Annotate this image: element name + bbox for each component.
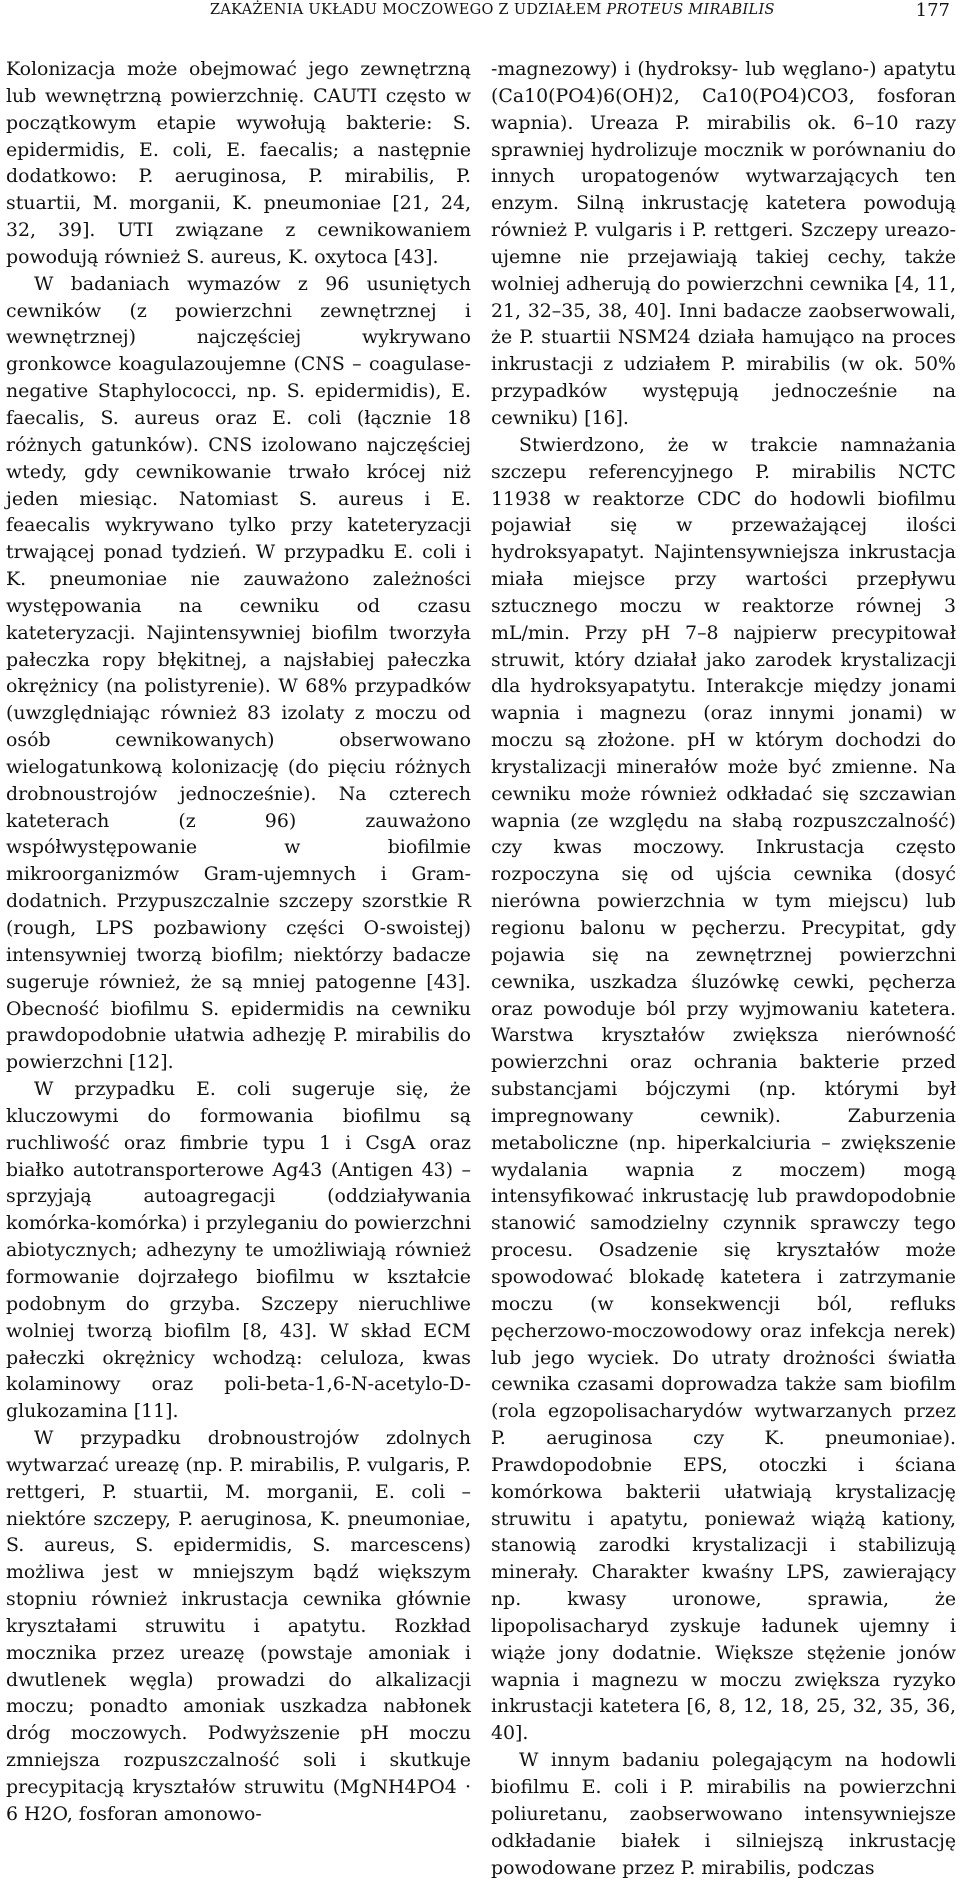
running-title — [210, 2, 775, 18]
paragraph: W innym badaniu polegającym na hodowli biofilmu E. coli i P. mirabilis na powierzchni poliuretanu, zaobserwowano intensywniejsze odkładanie białek i silniejszą inkrustację powodowane przez P. mirabilis, podczas — [491, 1749, 956, 1879]
page-number: 177 — [915, 0, 950, 21]
running-header — [0, 0, 960, 32]
running-title-italic: PROTEUS MIRABILIS — [606, 2, 775, 18]
paragraph: W badaniach wymazów z 96 usuniętych cewników (z powierzchni zewnętrznej i wewnętrznej) najczęściej wykrywano gronkowce koagulazoujemne (CNS – coagulase-negative Staphylococci, np. S. epidermidis), E. faecalis, S. aureus oraz E. coli (łącznie 18 różnych gatunków). CNS izolowano najczęściej wtedy, gdy cewnikowanie trwało krócej niż jeden miesiąc. Natomiast S. aureus i E. feaecalis wykrywano tylko przy kateteryzacji trwającej ponad tydzień. W przypadku E. coli i K. pneumoniae nie zauważono zależności występowania na cewniku od czasu kateteryzacji. Najintensywniej biofilm tworzyła pałeczka ropy błękitnej, a najsłabiej pałeczka okrężnicy (na polistyrenie). W 68% przypadków (uwzględniając również 83 izolaty z moczu od osób cewnikowanych) obserwowano wielogatunkową kolonizację (do pięciu różnych drobnoustrojów jednocześnie). Na czterech kateterach (z 96) zauważono współwystępowanie w biofilmie mikroorganizmów Gram-ujemnych i Gram-dodatnich. Przypuszczalnie szczepy szorstkie R (rough, LPS pozbawiony części O-swoistej) intensywniej tworzą biofilm; niektórzy badacze sugeruje również, że są mniej patogenne [43]. Obecność biofilmu S. epidermidis na cewniku prawdopodobnie ułatwia adhezję P. mirabilis do powierzchni [12]. — [6, 272, 471, 1074]
running-title-text: ZAKAŻENIA UKŁADU MOCZOWEGO Z UDZIAŁEM — [210, 2, 607, 18]
right-column — [491, 56, 956, 1881]
paragraph: -magnezowy) i (hydroksy- lub węglano-) apatytu (Ca10(PO4)6(OH)2, Ca10(PO4)CO3, fosforan wapnia). Ureaza P. mirabilis ok. 6–10 razy sprawniej hydrolizuje mocznik w porównaniu do innych uropatogenów wytwarzających ten enzym. Silną inkrustację katetera powodują również P. vulgaris i P. rettgeri. Szczepy ureazo-ujemne nie przejawiają takiej cechy, także wolniej adherują do powierzchni cewnika [4, 11, 21, 32–35, 38, 40]. Inni badacze zaobserwowali, że P. stuartii NSM24 działa hamująco na proces inkrustacji z udziałem P. mirabilis (w ok. 50% przypadków występują jednocześnie na cewniku) [16]. — [491, 58, 956, 429]
paragraph: Stwierdzono, że w trakcie namnażania szczepu referencyjnego P. mirabilis NCTC 11938 w reaktorze CDC do hodowli biofilmu pojawiał się w przeważającej ilości hydroksyapatyt. Najintensywniejsza inkrustacja miała miejsce przy wartości przepływu sztucznego moczu w reaktorze równej 3 mL/min. Przy pH 7–8 najpierw precypitował struwit, który działał jako zarodek krystalizacji dla hydroksyapatytu. Interakcje między jonami wapnia i magnezu (oraz innymi jonami) w moczu są złożone. pH w którym dochodzi do krystalizacji minerałów może być zmienne. Na cewniku może również odkładać się szczawian wapnia (ze względu na słabą rozpuszczalność) czy kwas moczowy. Inkrustacja często rozpoczyna się od ujścia cewnika (dosyć nierówna powierzchnia w tym miejscu) lub regionu balonu w pęcherzu. Precypitat, gdy pojawia się na zewnętrznej powierzchni cewnika, uszkadza śluzówkę cewki, pęcherza oraz powoduje ból przy wyjmowaniu katetera. Warstwa kryształów zwiększa nierówność powierzchni oraz ochrania bakterie przed substancjami bójczymi (np. którymi był impregnowany cewnik). Zaburzenia metaboliczne (np. hiperkalciuria – zwiększenie wydalania wapnia z moczem) mogą intensyfikować inkrustację lub prawdopodobnie stanowić samodzielny czynnik sprawczy tego procesu. Osadzenie się kryształów może spowodować blokadę katetera i zatrzymanie moczu (w konsekwencji ból, refluks pęcherzowo-moczowodowy oraz infekcja nerek) lub jego wyciek. Do utraty drożności światła cewnika czasami doprowadza także sam biofilm (rola egzopolisacharydów wytwarzanych przez P. aeruginosa czy K. pneumoniae). Prawdopodobnie EPS, otoczki i ściana komórkowa bakterii ułatwiają krystalizację struwitu i apatytu, ponieważ wiążą kationy, stanowią zarodki krystalizacji i stabilizują minerały. Charakter kwaśny LPS, zawierający np. kwasy uronowe, sprawia, że lipopolisacharyd zyskuje ładunek ujemny i wiąże jony dodatnie. Większe stężenie jonów wapnia i magnezu w moczu zwiększa ryzyko inkrustacji katetera [6, 8, 12, 18, 25, 32, 35, 36, 40]. — [491, 433, 956, 1745]
paragraph: Kolonizacja może obejmować jego zewnętrzną lub wewnętrzną powierzchnię. CAUTI często w początkowym etapie wywołują bakterie: S. epidermidis, E. coli, E. faecalis; a następnie dodatkowo: P. aeruginosa, P. mirabilis, P. stuartii, M. morganii, K. pneumoniae [21, 24, 32, 39]. UTI związane z cewnikowaniem powodują również S. aureus, K. oxytoca [43]. — [6, 58, 471, 268]
left-column — [6, 56, 471, 1828]
paragraph: W przypadku E. coli sugeruje się, że kluczowymi do formowania biofilmu są ruchliwość oraz fimbrie typu 1 i CsgA oraz białko autotransporterowe Ag43 (Antigen 43) – sprzyjają autoagregacji (oddziaływania komórka-komórka) i przyleganiu do powierzchni abiotycznych; adhezyny te umożliwiają również formowanie dojrzałego biofilmu w kształcie podobnym do grzyba. Szczepy nieruchliwe wolniej tworzą biofilm [8, 43]. W skład ECM pałeczki okrężnicy wchodzą: celuloza, kwas kolaminowy oraz poli-beta-1,6-N-acetylo-D-glukozamina [11]. — [6, 1078, 471, 1423]
paragraph: W przypadku drobnoustrojów zdolnych wytwarzać ureazę (np. P. mirabilis, P. vulgaris, P. rettgeri, P. stuartii, M. morganii, E. coli – niektóre szczepy, P. aeruginosa, K. pneumoniae, S. aureus, S. epidermidis, S. marcescens) możliwa jest w mniejszym bądź większym stopniu również inkrustacja cewnika głównie kryształami struwitu i apatytu. Rozkład mocznika przez ureazę (powstaje amoniak i dwutlenek węgla) prowadzi do alkalizacji moczu; ponadto amoniak uszkadza nabłonek dróg moczowych. Podwyższenie pH moczu zmniejsza rozpuszczalność soli i skutkuje precypitacją kryształów struwitu (MgNH4PO4 · 6 H2O, fosforan amonowo- — [6, 1427, 471, 1825]
